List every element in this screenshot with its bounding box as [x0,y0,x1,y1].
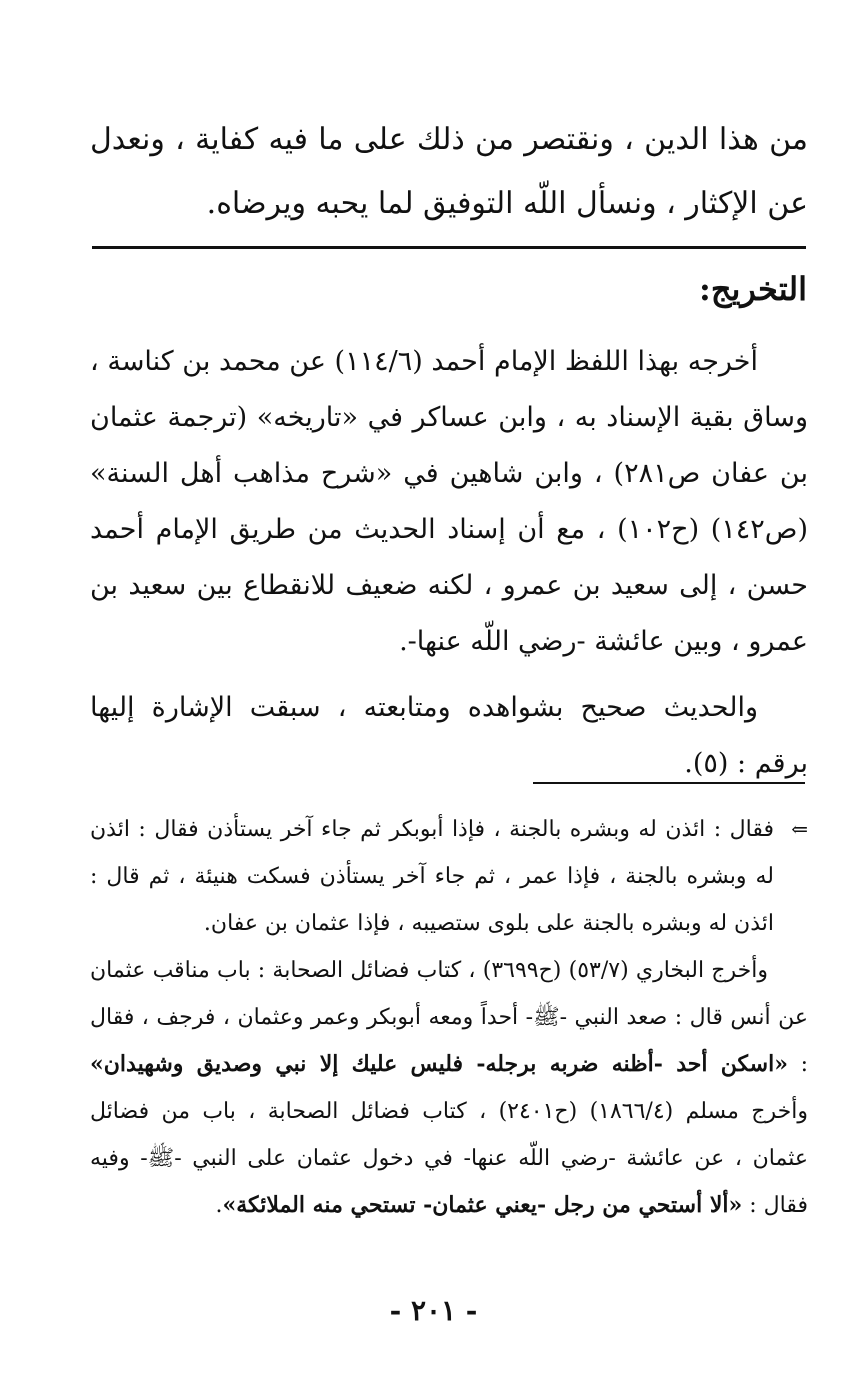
footnote-quote-1: «اسكن أحد -أظنه ضربه برجله- فليس عليك إلا نبي وصديق وشهيدان» [90,1051,788,1077]
intro-block [90,108,808,236]
takhrij-paragraph-1: أخرجه بهذا اللفظ الإمام أحمد (١١٤/٦) عن محمد بن كناسة ، وساق بقية الإسناد به ، وابن عساكر في «تاريخه» (ترجمة عثمان بن عفان ص٢٨١) ، وابن شاهين في «شرح مذاهب أهل السنة» (ص١٤٢) (ح١٠٢) ، مع أن إسناد الحديث من طريق الإمام أحمد حسن ، إلى سعيد بن عمرو ، لكنه ضعيف للانقطاع بين سعيد بن عمرو ، وبين عائشة -رضي اللّه عنها-. [90,346,809,657]
intro-paragraph: من هذا الدين ، ونقتصر من ذلك على ما فيه كفاية ، ونعدل عن الإكثار ، ونسأل اللّه التوفيق لما يحبه ويرضاه. [90,122,808,221]
section-divider [92,246,806,249]
takhrij-heading: التخريج: [699,270,807,308]
footnote-paragraph [90,947,808,1229]
footnote-text-middle: وأخرج مسلم (١٨٦٦/٤) (ح٢٤٠١) ، كتاب فضائل الصحابة ، باب من فضائل عثمان ، عن عائشة -رضي اللّه عنها- في دخول عثمان على النبي -ﷺ- وفيه فقال : [90,1099,808,1218]
takhrij-paragraph-2: والحديث صحيح بشواهده ومتابعته ، سبقت الإشارة إليها برقم : (٥). [90,692,808,779]
page-number: - ٢٠١ - [389,1294,478,1327]
footnote-quote-2: «ألا أستحي من رجل -يعني عثمان- تستحي منه الملائكة» [222,1192,743,1218]
footnotes [90,806,808,1229]
footnote-text-start: وأخرج البخاري (٥٣/٧) (ح٣٦٩٩) ، كتاب فضائل الصحابة : باب مناقب عثمان عن أنس قال : صعد النبي -ﷺ- أحداً ومعه أبوبكر وعمر وعثمان ، فرجف ، فقال : [90,958,808,1077]
footnote-divider [533,782,805,784]
takhrij-body [90,334,808,792]
footnote-text-tail: . [215,1193,223,1218]
footnote-continuation [90,806,808,947]
continuation-arrow-icon: ⇐ [791,817,808,841]
footnote-continuation-text: فقال : ائذن له وبشره بالجنة ، فإذا أبوبكر ثم جاء آخر يستأذن فقال : ائذن له وبشره بالجنة ، فإذا عمر ، ثم جاء آخر يستأذن فسكت هنيئة ، ثم قال : ائذن له وبشره بالجنة على بلوى ستصيبه ، فإذا عثمان بن عفان. [90,817,774,936]
